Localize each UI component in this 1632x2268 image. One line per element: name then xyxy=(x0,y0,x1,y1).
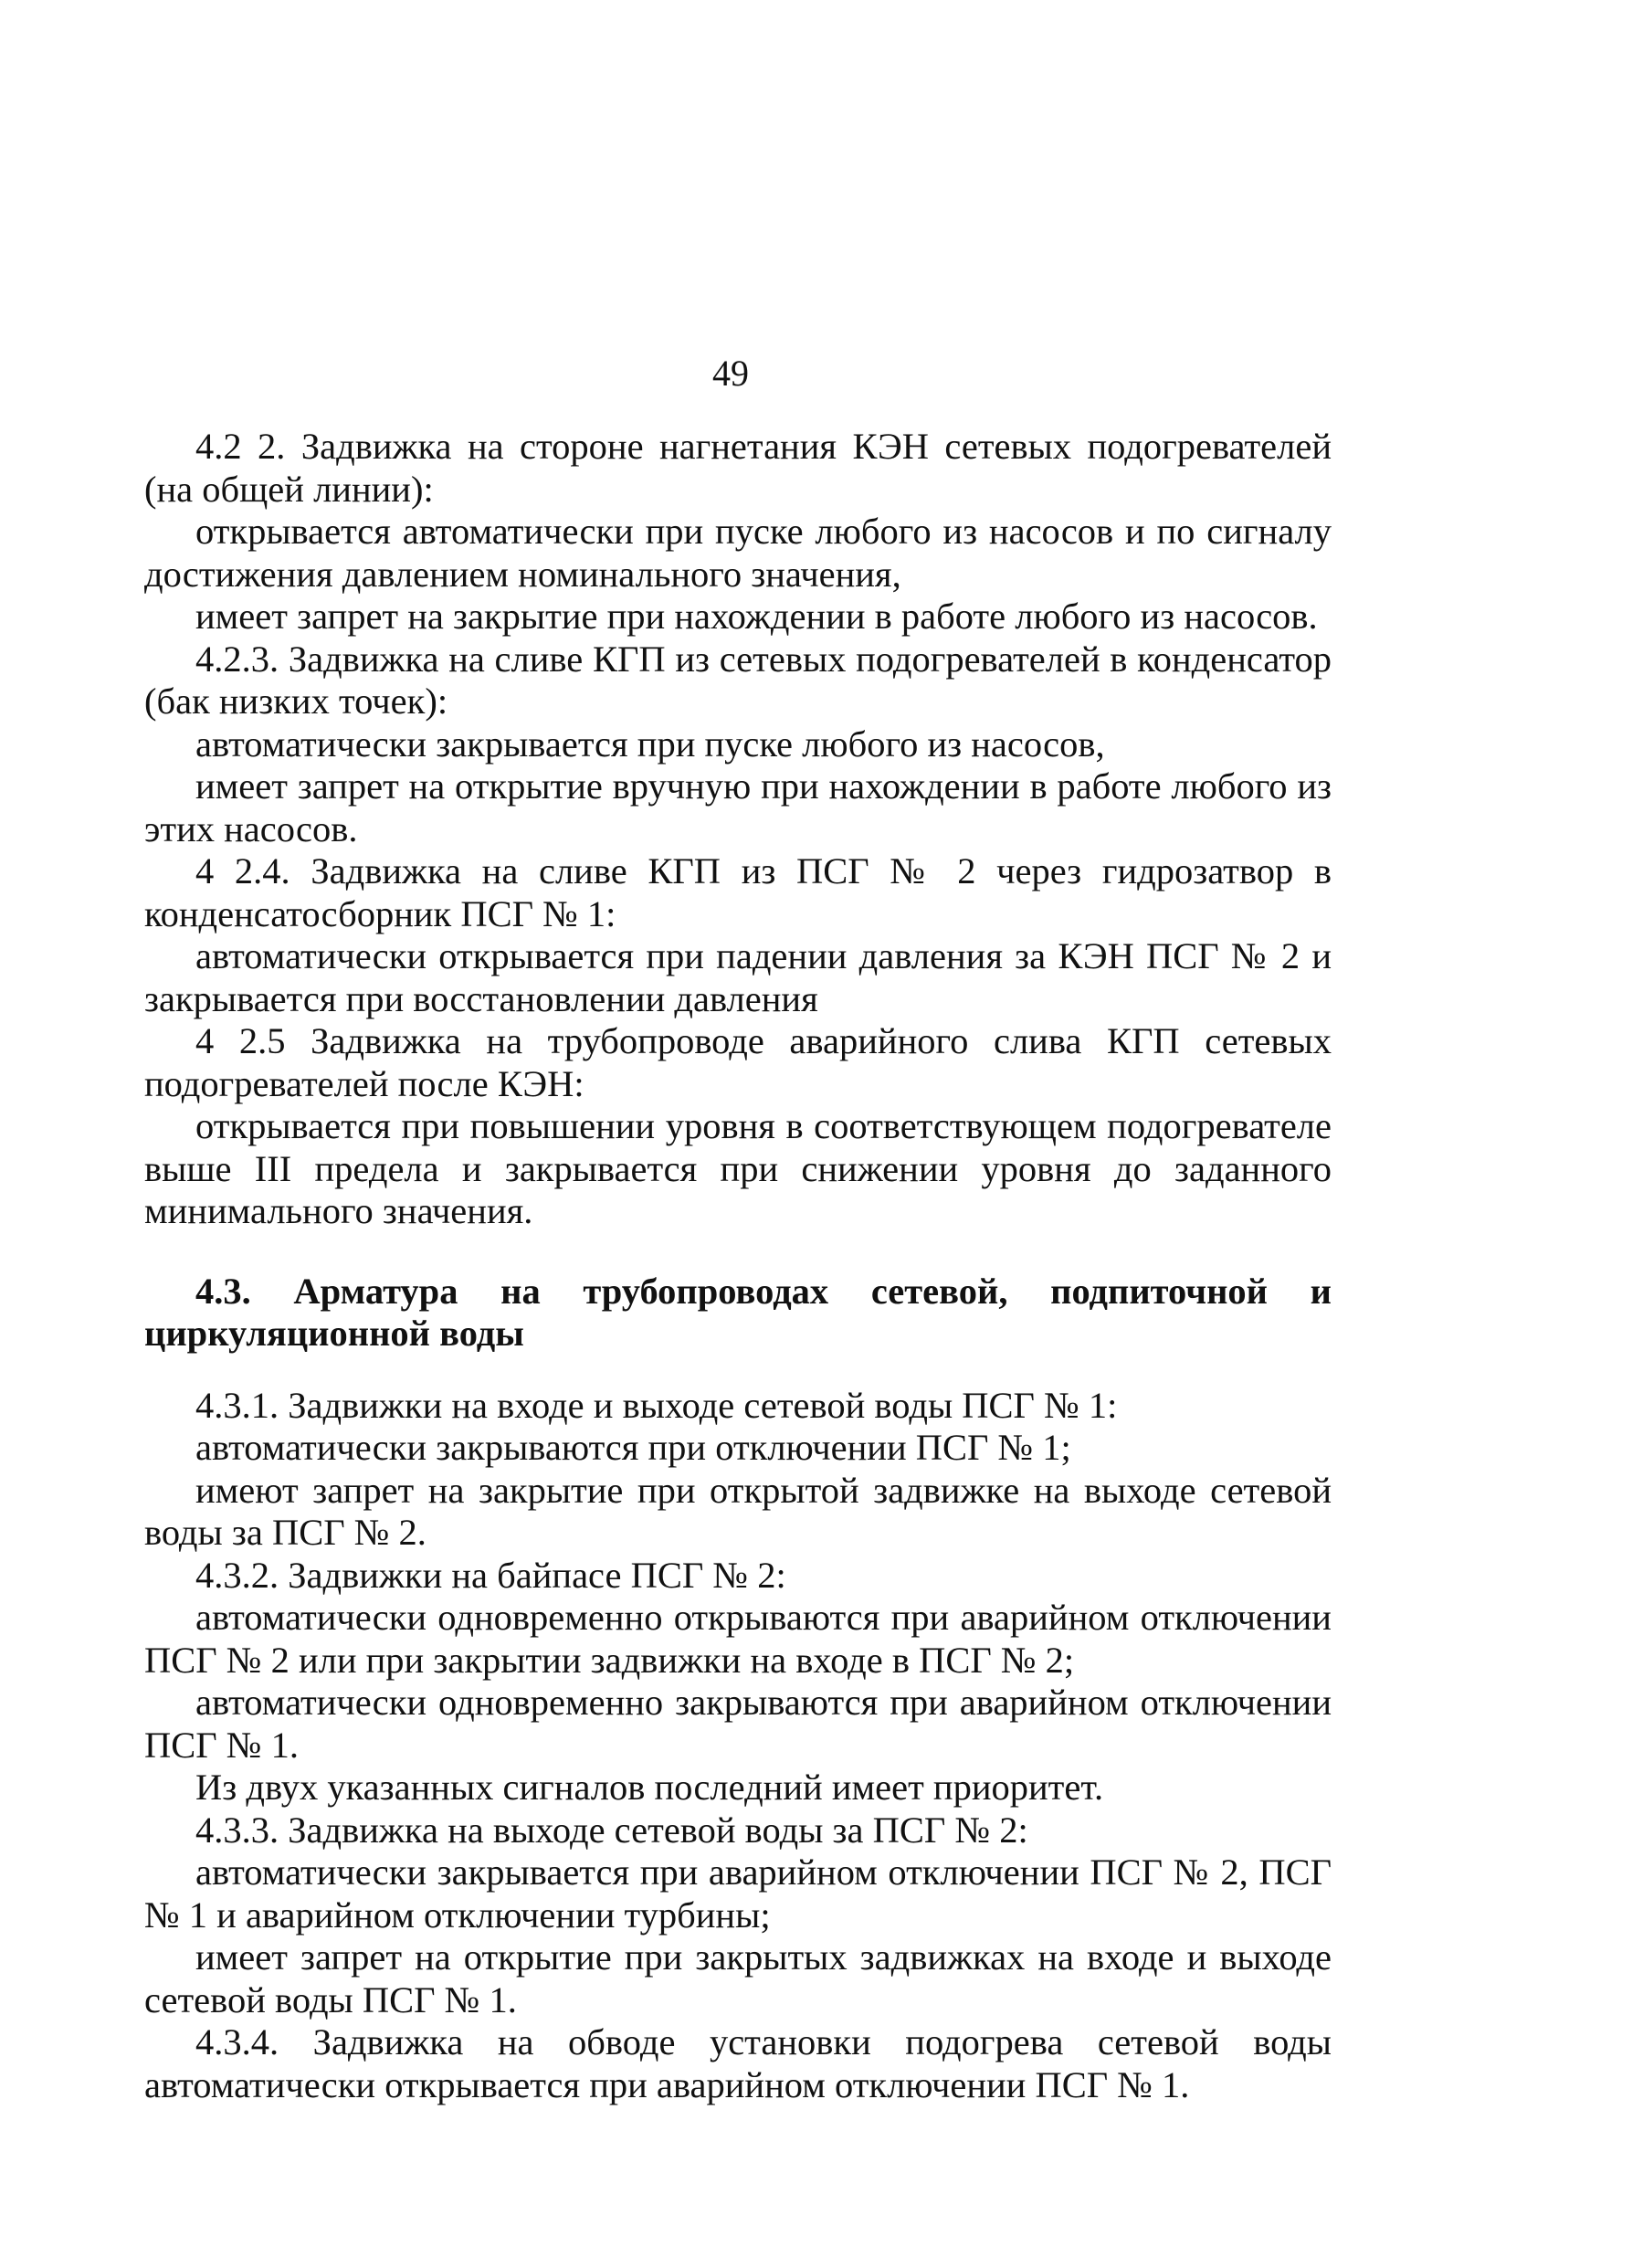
document-body xyxy=(144,426,1332,2106)
paragraph-4-2-3-close-condition: автоматически закрывается при пуске любого из насосов, xyxy=(195,723,1105,765)
paragraph-4-3-1-close-interlock: имеют запрет на закрытие при открытой задвижке на выходе сетевой воды за ПСГ № 2. xyxy=(144,1469,1332,1553)
section-4-3-heading: 4.3. Арматура на трубопроводах сетевой, подпиточной и циркуляционной воды xyxy=(144,1270,1332,1354)
paragraph-4-3-2-heading: 4.3.2. Задвижки на байпасе ПСГ № 2: xyxy=(195,1554,786,1596)
paragraph-4-3-2-priority-note: Из двух указанных сигналов последний имеет приоритет. xyxy=(195,1767,1104,1808)
paragraph-4-2-2-close-interlock: имеет запрет на закрытие при нахождении в работе любого из насосов. xyxy=(195,596,1318,637)
paragraph-4-2-4-heading: 4 2.4. Задвижка на сливе КГП из ПСГ № 2 через гидрозатвор в конденсатосборник ПСГ № 1: xyxy=(144,850,1332,934)
paragraph-4-2-5-conditions: открывается при повышении уровня в соответствующем подогревателе выше III предела и закрывается при снижении уровня до заданного минимального значения. xyxy=(144,1105,1332,1231)
paragraph-4-3-1-close-condition: автоматически закрываются при отключении ПСГ № 1; xyxy=(195,1427,1071,1468)
paragraph-4-3-3-heading: 4.3.3. Задвижка на выходе сетевой воды за ПСГ № 2: xyxy=(195,1809,1028,1851)
page-number: 49 xyxy=(712,353,749,394)
paragraph-4-3-3-close-condition: автоматически закрывается при аварийном отключении ПСГ № 2, ПСГ № 1 и аварийном отключении турбины; xyxy=(144,1851,1332,1936)
paragraph-4-2-2-heading: 4.2 2. Задвижка на стороне нагнетания КЭН сетевых подогревателей (на общей линии): xyxy=(144,426,1332,510)
paragraph-4-2-4-conditions: автоматически открывается при падении давления за КЭН ПСГ № 2 и закрывается при восстановлении давления xyxy=(144,935,1332,1019)
paragraph-4-2-2-open-condition: открывается автоматически при пуске любого из насосов и по сигналу достижения давлением номинального значения, xyxy=(144,511,1332,595)
paragraph-4-3-2-close-condition: автоматически одновременно закрываются при аварийном отключении ПСГ № 1. xyxy=(144,1682,1332,1766)
paragraph-4-3-3-open-interlock: имеет запрет на открытие при закрытых задвижках на входе и выходе сетевой воды ПСГ № 1. xyxy=(144,1936,1332,2020)
paragraph-4-2-5-heading: 4 2.5 Задвижка на трубопроводе аварийного слива КГП сетевых подогревателей после КЭН: xyxy=(144,1020,1332,1104)
paragraph-4-3-2-open-condition: автоматически одновременно открываются при аварийном отключении ПСГ № 2 или при закрытии задвижки на входе в ПСГ № 2; xyxy=(144,1597,1332,1681)
paragraph-4-2-3-open-interlock: имеет запрет на открытие вручную при нахождении в работе любого из этих насосов. xyxy=(144,765,1332,849)
paragraph-4-3-4: 4.3.4. Задвижка на обводе установки подогрева сетевой воды автоматически открывается при аварийном отключении ПСГ № 1. xyxy=(144,2021,1332,2105)
paragraph-4-3-1-heading: 4.3.1. Задвижки на входе и выходе сетевой воды ПСГ № 1: xyxy=(195,1384,1118,1426)
paragraph-4-2-3-heading: 4.2.3. Задвижка на сливе КГП из сетевых подогревателей в конденсатор (бак низких точек): xyxy=(144,638,1332,722)
